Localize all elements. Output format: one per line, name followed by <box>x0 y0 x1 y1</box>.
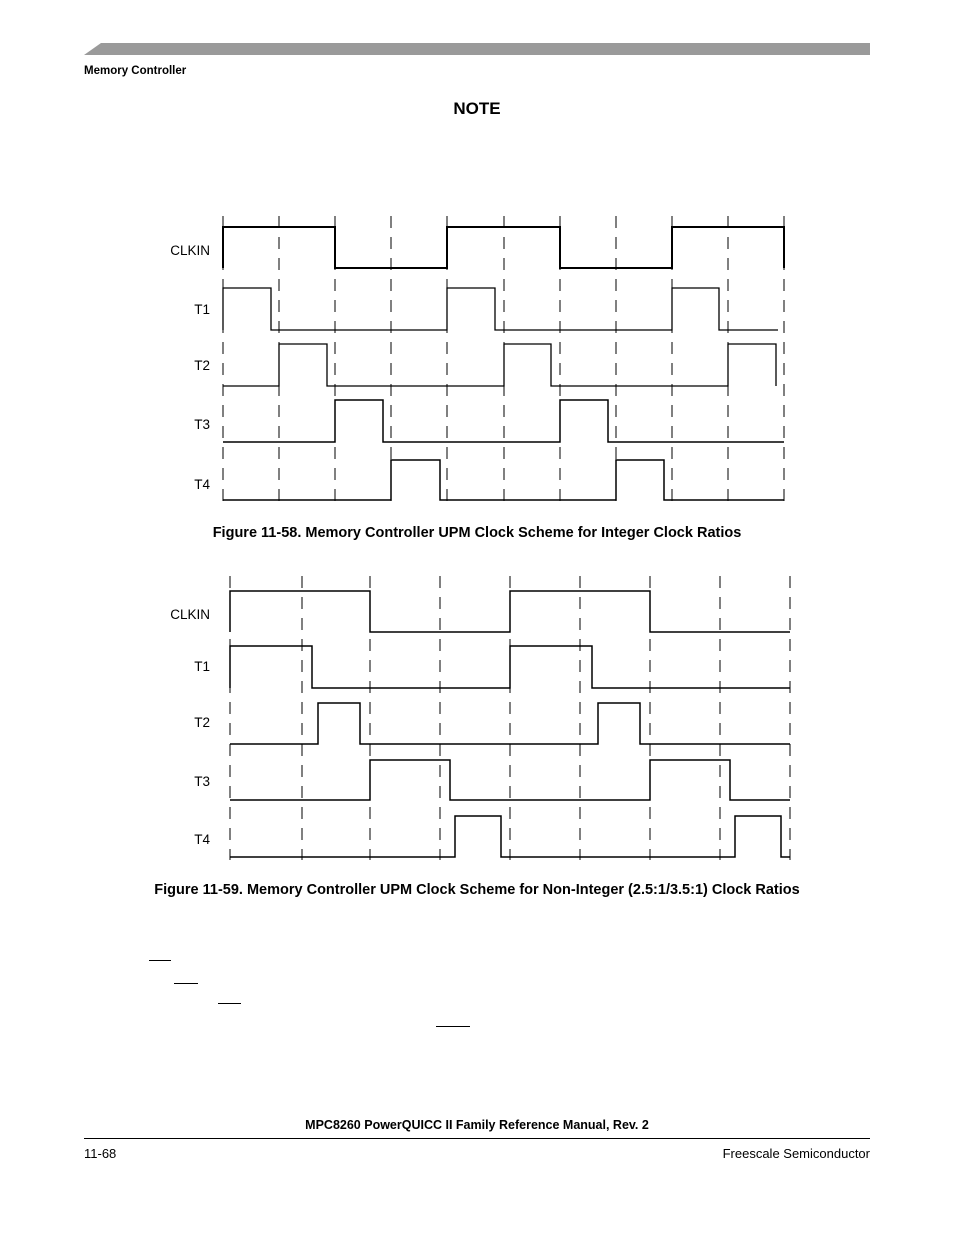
overbar-mark <box>218 1003 241 1004</box>
waveform-t2 <box>223 344 776 386</box>
note-heading: NOTE <box>453 99 501 118</box>
figure-caption-58: Figure 11-58. Memory Controller UPM Clock Scheme for Integer Clock Ratios <box>212 525 742 541</box>
signal-label-t3: T3 <box>194 774 210 789</box>
signal-label-t1: T1 <box>194 659 210 674</box>
waveform-t1 <box>230 646 790 688</box>
timing-diagram-non-integer <box>0 570 954 865</box>
overbar-mark <box>174 983 198 984</box>
waveform-clkin <box>230 591 790 632</box>
section-title: Memory Controller <box>84 65 187 77</box>
signal-label-t1: T1 <box>194 302 210 317</box>
header-decorative-bar <box>0 0 954 60</box>
signal-label-t4: T4 <box>194 832 210 847</box>
signal-label-t2: T2 <box>194 358 210 373</box>
waveform-t1 <box>223 288 778 330</box>
footer-divider <box>84 1138 870 1139</box>
footer-title: MPC8260 PowerQUICC II Family Reference Manual, Rev. 2 <box>305 1118 649 1132</box>
signal-label-t4: T4 <box>194 477 210 492</box>
signal-label-clkin: CLKIN <box>170 243 210 258</box>
signal-label-clkin: CLKIN <box>170 607 210 622</box>
page-number: 11-68 <box>84 1146 117 1161</box>
overbar-mark <box>149 960 171 961</box>
publisher-name: Freescale Semiconductor <box>722 1146 870 1161</box>
signal-label-t3: T3 <box>194 417 210 432</box>
figure-caption-59: Figure 11-59. Memory Controller UPM Clock Scheme for Non-Integer (2.5:1/3.5:1) Clock Ratios <box>154 882 800 898</box>
overbar-mark <box>436 1026 470 1027</box>
timing-diagram-integer <box>0 210 954 510</box>
signal-label-t2: T2 <box>194 715 210 730</box>
